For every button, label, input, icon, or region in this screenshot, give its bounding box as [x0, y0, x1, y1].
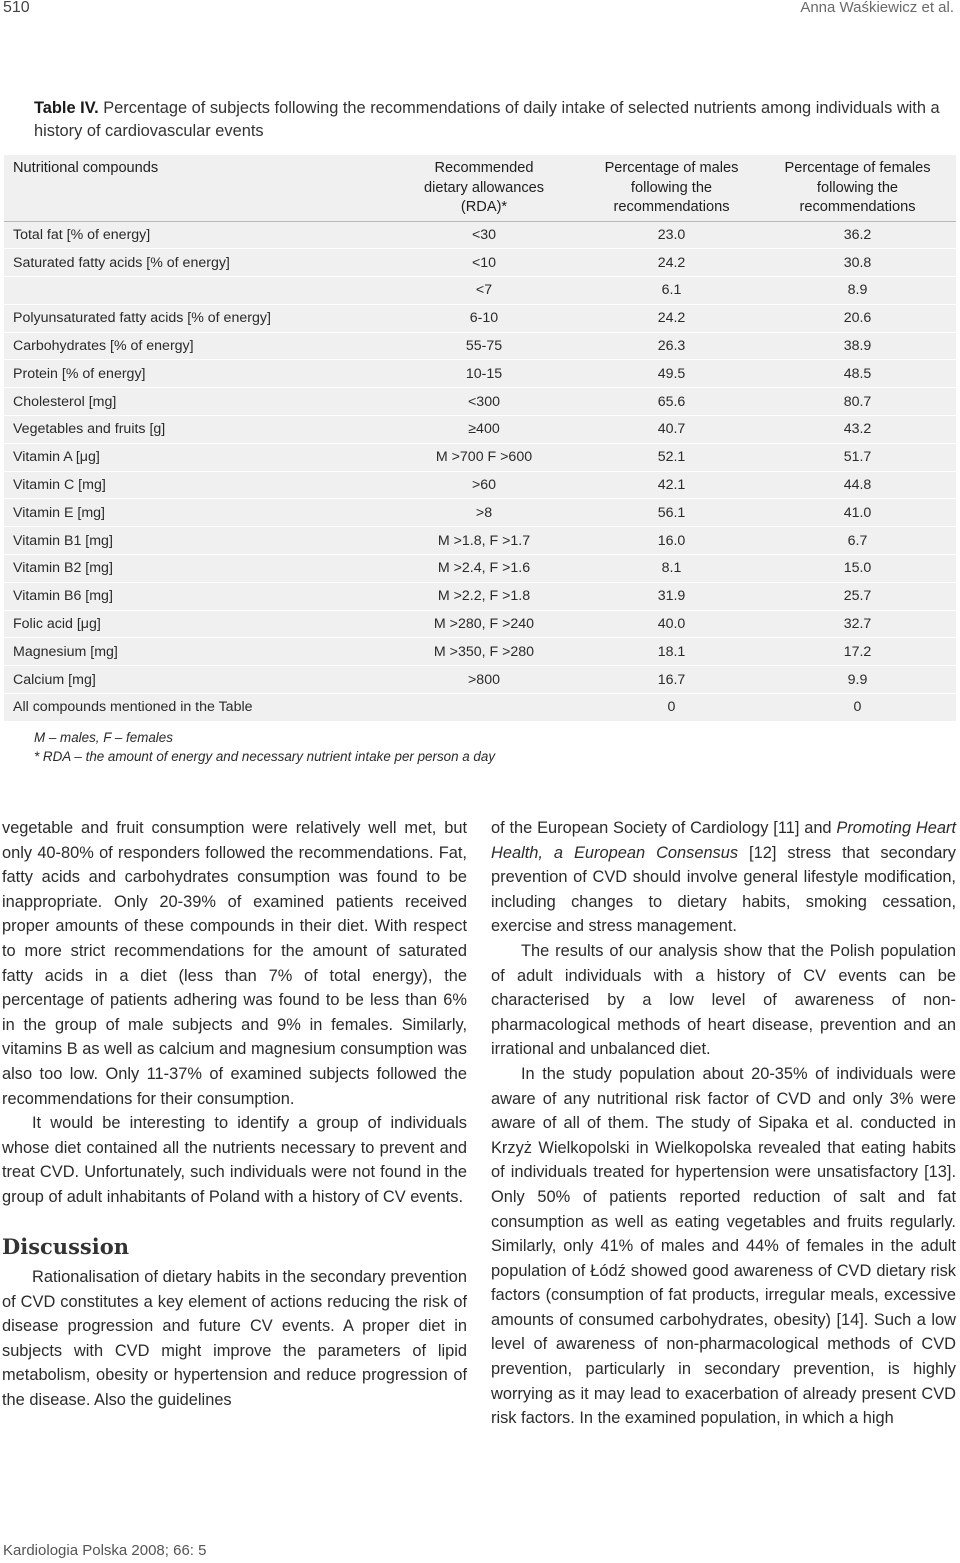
- table-body: [4, 221, 956, 721]
- cell-rda: >800: [468, 671, 500, 688]
- table-caption: [34, 97, 944, 143]
- cell-males: 16.0: [657, 532, 686, 549]
- cell-rda: <10: [471, 254, 497, 271]
- table-row: [4, 221, 956, 249]
- paragraph: In the study population about 20-35% of individuals were aware of any nutritional risk factor of CVD and only 3% were aware of all of them. The study of Sipaka et al. conducted in Krzyż Wielkopolski in Wielkopolska revealed that eating habits of individuals treated for hypertension were unsatisfactory [13]. Only 50% of patients reported reduction of salt and fat consumption as well as eating vegetables and fruits regularly. Similarly, only 41% of males and 44% of females in the adult population of Łódź showed good awareness of CVD dietary risk factors (consumption of fat products, irregular meals, excessive amounts of consumed carbohydrates, obesity) [14]. Such a low level of awareness of non-pharmacological methods of CVD prevention, particularly in secondary prevention, is highly worrying as it may lead to exacerbation of already present CVD risk factors. In the examined population, in which a high: [491, 1064, 956, 1428]
- cell-males: 40.0: [657, 616, 686, 633]
- cell-rda: >60: [471, 477, 497, 494]
- cell-rda: 10-15: [465, 365, 503, 382]
- journal-footer: Kardiologia Polska 2008; 66: 5: [3, 1542, 207, 1559]
- cell-compound: Saturated fatty acids [% of energy]: [13, 254, 230, 271]
- cell-males: 52.1: [657, 449, 686, 466]
- cell-females: 41.0: [843, 504, 872, 521]
- cell-compound: Carbohydrates [% of energy]: [13, 338, 194, 355]
- cell-males: 40.7: [657, 421, 686, 438]
- body-column-left: [2, 816, 467, 1413]
- cell-females: 38.9: [843, 338, 872, 355]
- cell-compound: Vitamin B2 [mg]: [13, 560, 113, 577]
- cell-rda: 6-10: [469, 310, 499, 327]
- table-footnotes: [34, 728, 495, 766]
- cell-compound: Polyunsaturated fatty acids [% of energy]: [13, 310, 271, 327]
- cell-males: 6.1: [661, 282, 682, 299]
- cell-females: 51.7: [843, 449, 872, 466]
- table-label: Table IV.: [34, 99, 99, 117]
- cell-rda: M >2.4, F >1.6: [437, 560, 531, 577]
- table-row: [4, 360, 956, 388]
- table-row: [4, 582, 956, 610]
- header-rda: Recommended dietary allowances (RDA)*: [384, 155, 584, 221]
- table-row: [4, 332, 956, 360]
- cell-females: 15.0: [843, 560, 872, 577]
- cell-rda: [384, 694, 584, 722]
- cell-males: 49.5: [657, 365, 686, 382]
- cell-females: 0: [853, 699, 862, 716]
- running-head: [0, 0, 960, 16]
- cited-title: Promoting Heart Health, a European Consensus: [491, 819, 956, 862]
- cell-females: 48.5: [843, 365, 872, 382]
- cell-females: 25.7: [843, 588, 872, 605]
- cell-rda: M >350, F >280: [433, 643, 535, 660]
- header-males: Percentage of males following the recommendations: [584, 155, 759, 221]
- header-compounds: Nutritional compounds: [4, 155, 384, 221]
- table-row: [4, 499, 956, 527]
- table-row: [4, 388, 956, 416]
- cell-compound: Cholesterol [mg]: [13, 393, 117, 410]
- cell-males: 56.1: [657, 504, 686, 521]
- cell-rda: ≥400: [468, 421, 500, 438]
- header-females: Percentage of females following the recommendations: [759, 155, 956, 221]
- cell-rda: M >280, F >240: [433, 616, 535, 633]
- nutrient-table: [4, 155, 956, 722]
- table-row: [4, 666, 956, 694]
- footnote-rda: * RDA – the amount of energy and necessary nutrient intake per person a day: [34, 749, 496, 764]
- paragraph: vegetable and fruit consumption were relatively well met, but only 40-80% of responders followed the recommendations. Fat, fatty acids and carbohydrates consumption was found to be inappropriate. Only 20-39% of examined patients received proper amounts of these compounds in their diet. With respect to more strict recommendations for the amount of saturated fatty acids in a diet (less than 7% of total energy), the percentage of patients adhering was found to be less than 6% in the group of male subjects and 9% in females. Similarly, vitamins B as well as calcium and magnesium consumption was also too low. Only 11-37% of examined subjects followed the recommendations for their consumption.: [2, 819, 467, 1108]
- table-row: [4, 277, 956, 305]
- table-row: [4, 471, 956, 499]
- cell-compound: Calcium [mg]: [13, 671, 96, 688]
- cell-compound: Vitamin B6 [mg]: [13, 588, 113, 605]
- cell-females: 6.7: [847, 532, 868, 549]
- table-row: [4, 527, 956, 555]
- cell-males: 65.6: [657, 393, 686, 410]
- table-row: [4, 304, 956, 332]
- cell-compound: Protein [% of energy]: [13, 365, 146, 382]
- cell-females: 9.9: [847, 671, 868, 688]
- cell-compound: [4, 277, 384, 305]
- table-row: [4, 249, 956, 277]
- cell-rda: <30: [471, 226, 497, 243]
- cell-compound: Magnesium [mg]: [13, 643, 118, 660]
- cell-compound: Vitamin E [mg]: [13, 504, 105, 521]
- cell-females: 44.8: [843, 477, 872, 494]
- cell-females: 32.7: [843, 616, 872, 633]
- cell-rda: >8: [475, 504, 493, 521]
- table-row: [4, 694, 956, 722]
- cell-females: 36.2: [843, 226, 872, 243]
- table-row: [4, 416, 956, 444]
- running-head-authors: Anna Waśkiewicz et al.: [800, 0, 954, 16]
- cell-rda: <300: [468, 393, 500, 410]
- cell-males: 18.1: [657, 643, 686, 660]
- cell-males: 24.2: [657, 310, 686, 327]
- paragraph: The results of our analysis show that the Polish population of adult individuals with a history of CV events can be characterised by a low level of awareness of non-pharmacological methods of heart disease, prevention and an irrational and unbalanced diet.: [491, 941, 956, 1059]
- table-row: [4, 638, 956, 666]
- table-title-text: Percentage of subjects following the recommendations of daily intake of selected nutrients among individuals with a history of cardiovascular events: [34, 99, 940, 140]
- body-column-right: [491, 816, 956, 1431]
- cell-females: 20.6: [843, 310, 872, 327]
- cell-rda: M >2.2, F >1.8: [437, 588, 531, 605]
- table-header-row: [4, 155, 956, 221]
- paragraph: Rationalisation of dietary habits in the secondary prevention of CVD constitutes a key element of actions reducing the risk of disease progression and future CV events. A proper diet in subjects with CVD might improve the parameters of lipid metabolism, obesity or hypertension and reduce progression of the disease. Also the guidelines: [2, 1268, 467, 1410]
- cell-compound: Total fat [% of energy]: [13, 226, 151, 243]
- cell-rda: M >700 F >600: [435, 449, 533, 466]
- cell-males: 24.2: [657, 254, 686, 271]
- cell-males: 23.0: [657, 226, 686, 243]
- cell-compound: Vitamin C [mg]: [13, 477, 106, 494]
- cell-females: 43.2: [843, 421, 872, 438]
- cell-compound: Vitamin B1 [mg]: [13, 532, 113, 549]
- cell-males: 26.3: [657, 338, 686, 355]
- section-heading-discussion: Discussion: [2, 1233, 129, 1259]
- table-row: [4, 443, 956, 471]
- cell-males: 42.1: [657, 477, 686, 494]
- paragraph: of the European Society of Cardiology [11] and Promoting Heart Health, a European Consensus [12] stress that secondary prevention of CVD should involve general lifestyle modification, including changes to dietary habits, smoking cessation, exercise and stress management.: [491, 819, 957, 936]
- cell-females: 80.7: [843, 393, 872, 410]
- table-row: [4, 610, 956, 638]
- cell-rda: <7: [475, 282, 493, 299]
- cell-females: 30.8: [843, 254, 872, 271]
- cell-females: 17.2: [843, 643, 872, 660]
- paragraph: It would be interesting to identify a group of individuals whose diet contained all the nutrients necessary to prevent and treat CVD. Unfortunately, such individuals were not found in the group of adult inhabitants of Poland with a history of CV events.: [2, 1114, 467, 1206]
- cell-males: 16.7: [657, 671, 686, 688]
- nutrient-table-panel: [4, 155, 956, 721]
- cell-compound: All compounds mentioned in the Table: [13, 699, 253, 716]
- page-number: 510: [3, 0, 30, 16]
- cell-males: 8.1: [661, 560, 682, 577]
- cell-females: 8.9: [847, 282, 868, 299]
- table-row: [4, 555, 956, 583]
- cell-rda: M >1.8, F >1.7: [437, 532, 531, 549]
- cell-compound: Vitamin A [μg]: [13, 449, 100, 466]
- cell-rda: 55-75: [465, 338, 503, 355]
- cell-males: 31.9: [657, 588, 686, 605]
- footnote-sex-abbrev: M – males, F – females: [34, 730, 173, 745]
- cell-compound: Folic acid [μg]: [13, 616, 101, 633]
- cell-males: 0: [667, 699, 676, 716]
- cell-compound: Vegetables and fruits [g]: [13, 421, 166, 438]
